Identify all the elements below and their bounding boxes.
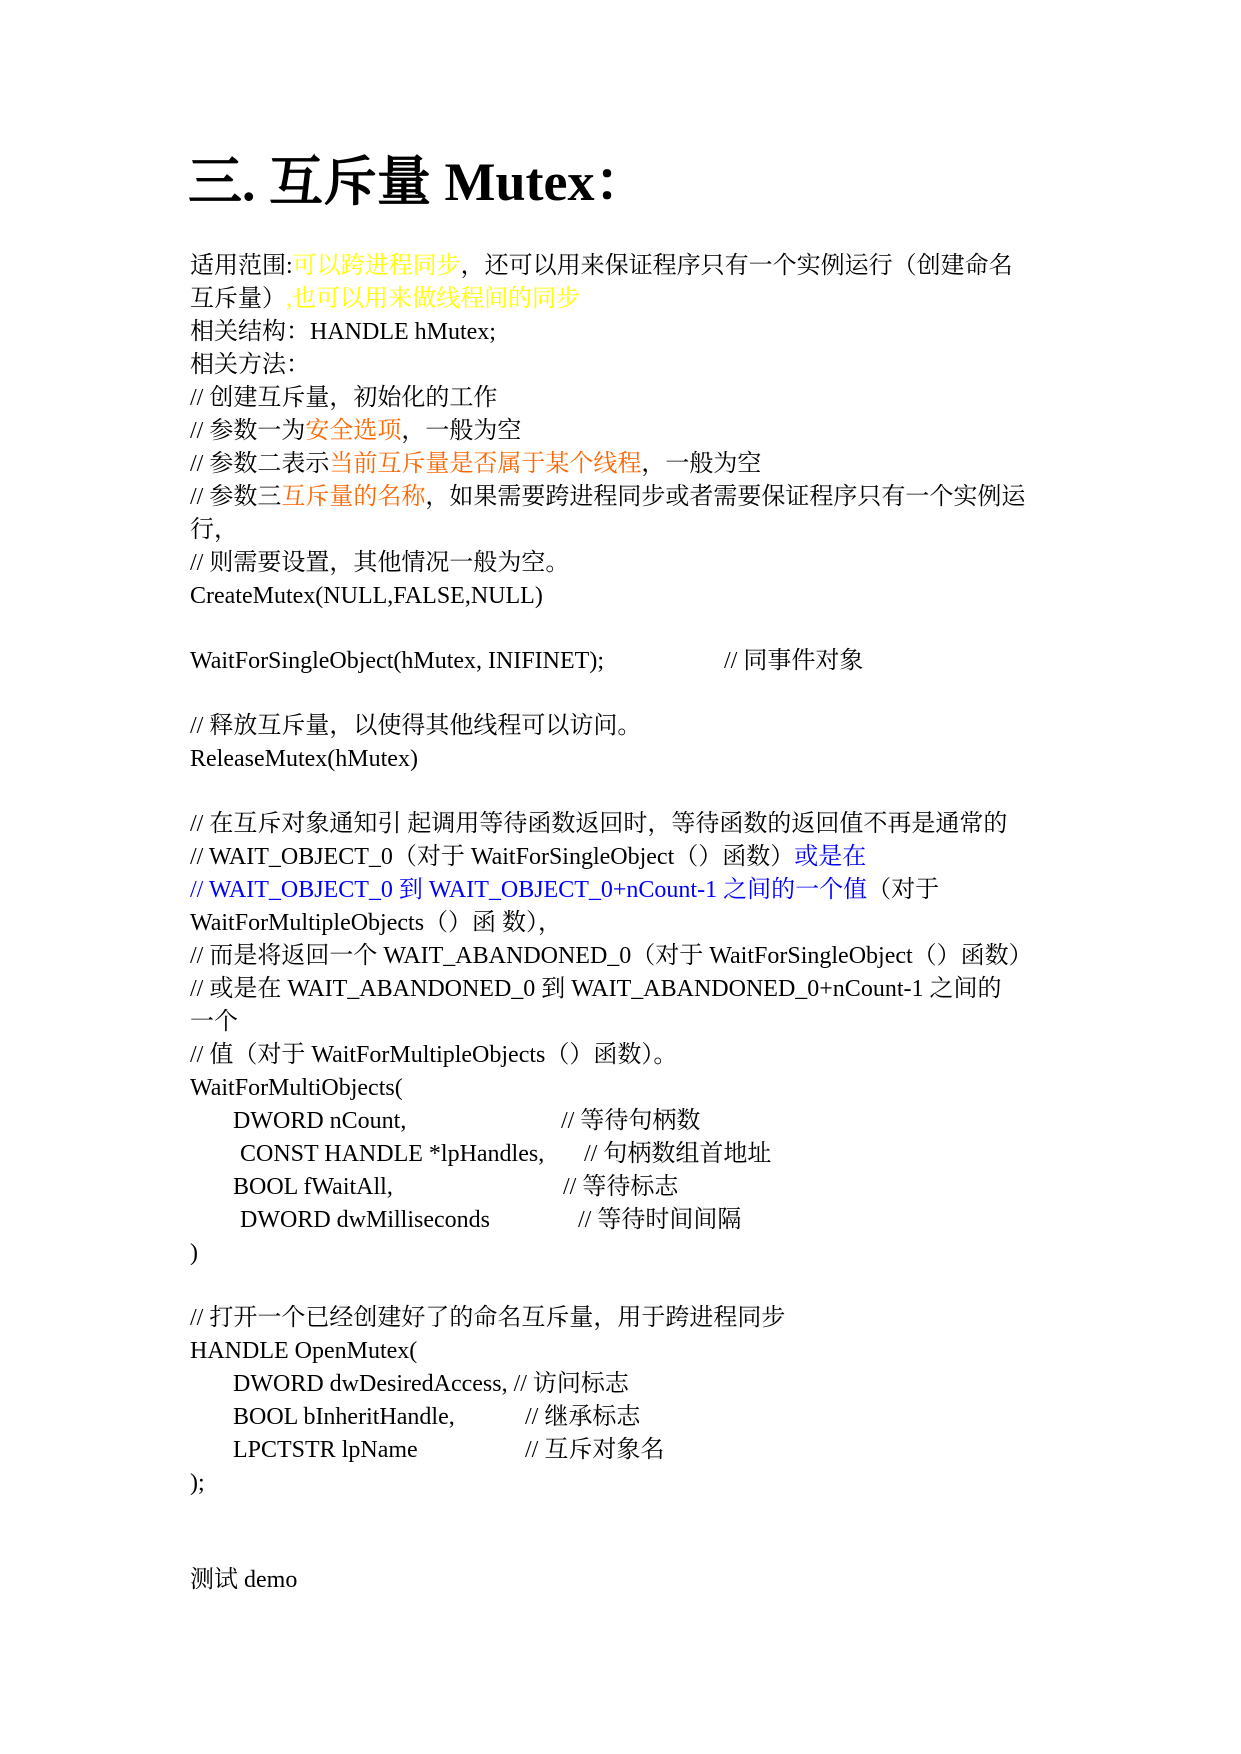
scope-line-2 [190, 283, 1070, 316]
related-methods: 相关方法： [190, 352, 310, 378]
open-mutex-open: HANDLE OpenMutex( [190, 1338, 418, 1364]
multi-close: ) [190, 1240, 198, 1266]
spacer [190, 678, 1070, 710]
document-body [190, 250, 1070, 1597]
param1-prefix: // 参数一为 [190, 418, 306, 444]
note-3-text: （对于 [867, 877, 940, 903]
note-line-6: // 或是在 WAIT_ABANDONED_0 到 WAIT_ABANDONED_0+nCount-1 之间的 [190, 976, 1002, 1002]
spacer [190, 1532, 1070, 1564]
highlight-security: 安全选项 [305, 418, 402, 444]
note-3-blue: // WAIT_OBJECT_0 到 WAIT_OBJECT_0+nCount-1 之间的一个值 [190, 877, 868, 903]
open-param-1-code: DWORD dwDesiredAccess, [233, 1371, 508, 1397]
highlight-name: 互斥量的名称 [281, 484, 426, 510]
comment-param3-end: // 则需要设置，其他情况一般为空。 [190, 550, 570, 576]
note-2-blue: 或是在 [794, 844, 867, 870]
scope-label: 适用范围: [190, 253, 293, 279]
multi-param-1-comment: // 等待句柄数 [561, 1108, 701, 1134]
open-mutex-close: ); [190, 1470, 205, 1496]
param2-suffix: ，一般为空 [641, 451, 762, 477]
open-param-3-comment: // 互斥对象名 [525, 1437, 665, 1463]
scope-line-1 [190, 250, 1070, 283]
note-line-8: // 值（对于 WaitForMultipleObjects（）函数）。 [190, 1042, 678, 1068]
note-line-7: 一个 [190, 1009, 238, 1035]
open-mutex-comment: // 打开一个已经创建好了的命名互斥量，用于跨进程同步 [190, 1305, 786, 1331]
multi-param-2-comment: // 句柄数组首地址 [584, 1141, 772, 1167]
release-comment: // 释放互斥量，以使得其他线程可以访问。 [190, 713, 642, 739]
param2-prefix: // 参数二表示 [190, 451, 330, 477]
spacer [190, 776, 1070, 808]
open-param-2-comment: // 继承标志 [525, 1404, 641, 1430]
spacer [190, 613, 1070, 645]
param3-suffix: ，如果需要跨进程同步或者需要保证程序只有一个实例运 [425, 484, 1026, 510]
open-param-1-comment: // 访问标志 [513, 1371, 629, 1397]
comment-param2 [190, 448, 1070, 481]
note-2-text: // WAIT_OBJECT_0（对于 WaitForSingleObject（）函数） [190, 844, 795, 870]
comment-param3 [190, 481, 1070, 514]
multi-param-1-code: DWORD nCount, [233, 1108, 407, 1134]
wait-single-comment: // 同事件对象 [724, 648, 864, 674]
create-mutex-call: CreateMutex(NULL,FALSE,NULL) [190, 583, 543, 609]
note-line-2 [190, 841, 1070, 874]
wait-single-code: WaitForSingleObject(hMutex, INIFINET); [190, 648, 604, 674]
note-line-5: // 而是将返回一个 WAIT_ABANDONED_0（对于 WaitForSingleObject（）函数） [190, 943, 1033, 969]
open-param-2 [190, 1401, 1070, 1434]
multi-param-1 [190, 1105, 1070, 1138]
param3-prefix: // 参数三 [190, 484, 282, 510]
comment-create: // 创建互斥量，初始化的工作 [190, 385, 498, 411]
multi-param-2 [190, 1138, 1070, 1171]
multi-open: WaitForMultiObjects( [190, 1075, 403, 1101]
spacer [190, 1500, 1070, 1532]
comment-param1 [190, 415, 1070, 448]
comment-param3-cont: 行， [190, 517, 238, 543]
highlight-cross-process: 可以跨进程同步 [292, 253, 461, 279]
demo-label: 测试 demo [190, 1567, 298, 1593]
open-param-3 [190, 1434, 1070, 1467]
note-line-3 [190, 874, 1070, 907]
scope-text-2: 互斥量） [190, 286, 286, 312]
highlight-owner: 当前互斥量是否属于某个线程 [329, 451, 642, 477]
open-param-1 [190, 1368, 1070, 1401]
wait-single-line [190, 645, 1070, 678]
open-param-2-code: BOOL bInheritHandle, [233, 1404, 455, 1430]
multi-param-4-comment: // 等待时间间隔 [578, 1207, 742, 1233]
release-mutex-call: ReleaseMutex(hMutex) [190, 746, 418, 772]
highlight-thread-sync: ,也可以用来做线程间的同步 [286, 286, 580, 312]
multi-param-3 [190, 1171, 1070, 1204]
multi-param-4-code: DWORD dwMilliseconds [240, 1207, 490, 1233]
param1-suffix: ，一般为空 [401, 418, 522, 444]
multi-param-3-comment: // 等待标志 [563, 1174, 679, 1200]
scope-text: ，还可以用来保证程序只有一个实例运行（创建命名 [460, 253, 1013, 279]
spacer [190, 1270, 1070, 1302]
open-param-3-code: LPCTSTR lpName [233, 1437, 418, 1463]
note-line-4: WaitForMultipleObjects（）函 数）， [190, 910, 563, 936]
multi-param-2-code: CONST HANDLE *lpHandles, [240, 1141, 545, 1167]
multi-param-4 [190, 1204, 1070, 1237]
related-struct: 相关结构：HANDLE hMutex; [190, 319, 496, 345]
multi-param-3-code: BOOL fWaitAll, [233, 1174, 393, 1200]
note-line-1: // 在互斥对象通知引 起调用等待函数返回时，等待函数的返回值不再是通常的 [190, 811, 1008, 837]
section-heading: 三. 互斥量 Mutex： [188, 152, 649, 212]
